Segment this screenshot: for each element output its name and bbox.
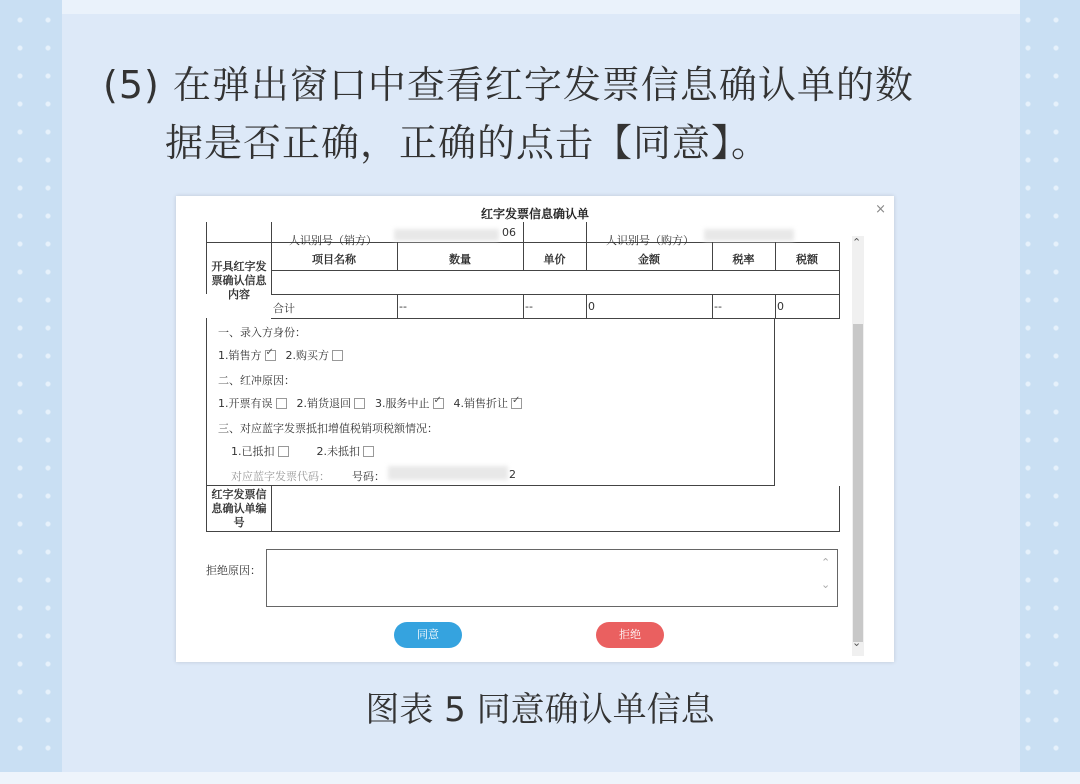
table-cell: --: [399, 300, 407, 313]
number-label: 号码：: [352, 470, 385, 483]
table-line: [271, 486, 272, 532]
scroll-up-icon[interactable]: ⌃: [852, 236, 862, 249]
checkbox[interactable]: [363, 446, 374, 457]
textarea-scroll-up-icon[interactable]: ⌃: [821, 556, 831, 569]
column-header: 单价: [543, 253, 566, 266]
table-line: [586, 222, 587, 244]
panel-top-strip: [62, 0, 1020, 14]
checkbox-option[interactable]: [231, 445, 289, 458]
column-header: 数量: [449, 253, 471, 266]
table-cell: --: [714, 300, 722, 313]
seller-id-label: 人识别号（销方）: [289, 234, 377, 247]
checkbox-option[interactable]: [218, 397, 287, 410]
table-line: [774, 318, 775, 486]
table-line: [712, 294, 713, 319]
buyer-id-label: 人识别号（购方）: [606, 234, 694, 247]
checkbox-option[interactable]: [218, 349, 276, 362]
checkbox-label: 1.销售方: [218, 349, 262, 362]
checkbox[interactable]: [332, 350, 343, 361]
checkbox[interactable]: [276, 398, 287, 409]
table-line: [523, 294, 524, 319]
blue-code-label: 对应蓝字发票代码：: [231, 470, 330, 483]
redacted-buyer-id: [704, 229, 794, 241]
section-deduct: 三、对应蓝字发票抵扣增值税销项税额情况：: [218, 422, 438, 435]
table-line: [206, 222, 207, 294]
instruction-heading: [103, 56, 983, 172]
checkbox[interactable]: [433, 398, 444, 409]
redacted-seller-id: [394, 229, 499, 241]
panel-bottom-strip: [0, 772, 1080, 784]
column-header: 项目名称: [312, 253, 356, 266]
checkbox[interactable]: [354, 398, 365, 409]
checkbox-option[interactable]: [454, 397, 523, 410]
identity-options: [218, 347, 353, 363]
table-cell: --: [525, 300, 533, 313]
agree-button[interactable]: 同意: [394, 622, 462, 648]
heading-line-1: (5) 在弹出窗口中查看红字发票信息确认单的数: [103, 63, 914, 107]
reject-button[interactable]: 拒绝: [596, 622, 664, 648]
section-identity: 一、录入方身份：: [218, 326, 306, 339]
table-line: [775, 294, 776, 319]
table-line: [206, 531, 840, 532]
checkbox-label: 2.未抵扣: [316, 445, 360, 458]
checkbox-label: 2.购买方: [285, 349, 329, 362]
checkbox-option[interactable]: [317, 445, 375, 458]
confirm-no-label: 红字发票信息确认单编号: [211, 488, 267, 529]
checkbox-label: 1.已抵扣: [231, 445, 275, 458]
table-line: [586, 294, 587, 319]
table-line: [397, 294, 398, 319]
table-line: [206, 318, 207, 486]
dialog-screenshot: [176, 196, 894, 662]
checkbox-label: 2.销货退回: [296, 397, 351, 410]
deduct-options: [231, 443, 402, 459]
checkbox[interactable]: [265, 350, 276, 361]
reason-options: [218, 395, 532, 411]
checkbox-option[interactable]: [297, 397, 366, 410]
scrollbar-thumb[interactable]: [853, 324, 863, 642]
number-partial: 2: [509, 468, 516, 481]
dialog-title: 红字发票信息确认单: [480, 207, 589, 221]
checkbox-label: 4.销售折让: [453, 397, 508, 410]
checkbox-option[interactable]: [286, 349, 344, 362]
checkbox[interactable]: [511, 398, 522, 409]
table-cell: 0: [588, 300, 595, 313]
table-line: [206, 485, 775, 486]
reject-reason-label: 拒绝原因：: [206, 564, 261, 577]
redacted-number: [388, 466, 508, 480]
table-line: [839, 486, 840, 532]
checkbox-option[interactable]: [375, 397, 444, 410]
reject-reason-input[interactable]: [266, 549, 838, 607]
scroll-down-icon[interactable]: ⌄: [852, 636, 862, 649]
table-line: [839, 242, 840, 319]
checkbox[interactable]: [278, 446, 289, 457]
column-header: 税率: [732, 253, 755, 266]
table-cell: 0: [777, 300, 784, 313]
table-line: [271, 318, 840, 319]
table-line: [271, 294, 840, 295]
close-icon[interactable]: ×: [875, 202, 886, 217]
column-header: 税额: [796, 253, 818, 266]
checkbox-label: 1.开票有误: [218, 397, 273, 410]
seller-id-partial: 06: [502, 226, 516, 239]
column-header: 金额: [638, 253, 660, 266]
figure-caption: 图表 5 同意确认单信息: [365, 690, 715, 730]
textarea-scroll-down-icon[interactable]: ⌄: [821, 578, 831, 591]
checkbox-label: 3.服务中止: [375, 397, 430, 410]
table-line: [271, 270, 840, 271]
table-line: [206, 486, 207, 532]
section-reason: 二、红冲原因：: [218, 374, 295, 387]
table-cell: 合计: [273, 302, 295, 315]
heading-line-2: 据是否正确，正确的点击【同意】。: [165, 121, 771, 165]
row-header-content: 开具红字发票确认信息内容: [211, 260, 267, 301]
table-line: [523, 222, 524, 244]
